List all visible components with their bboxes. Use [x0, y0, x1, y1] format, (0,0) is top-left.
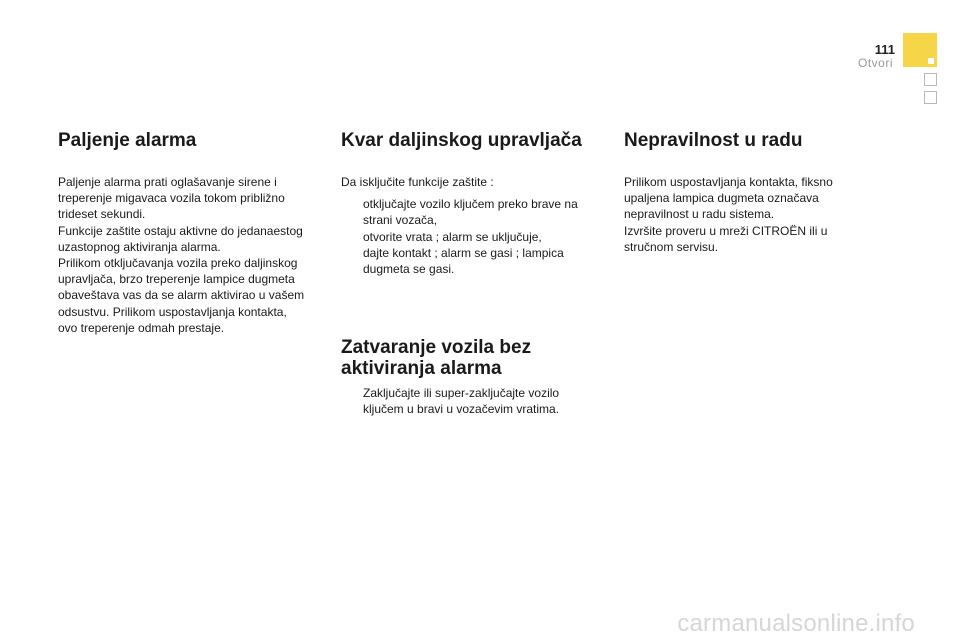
column-left — [58, 130, 318, 336]
chapter-tab-active[interactable] — [903, 33, 937, 67]
column-right — [624, 130, 884, 255]
paragraph-alarm-activation: Paljenje alarma prati oglašavanje sirene i treperenje migavaca vozila tokom približno trideset sekundi. Funkcije zaštite ostaju aktivne do jedanaestog uzastopnog aktiviranja alarma. Prilikom otključavanja vozila preko daljinskog upravljača, brzo treperenje lampice dugmeta obaveštava vas da se alarm aktivirao u vašem odsustvu. Prilikom uspostavljanja kontakta, ovo treperenje odmah prestaje. — [58, 175, 305, 335]
watermark: carmanualsonline.info — [677, 610, 915, 637]
heading-alarm-activation: Paljenje alarma — [58, 130, 197, 151]
list-item: Zaključajte ili super-zaključajte vozilo ključem u bravi u vozačevim vratima. — [363, 386, 560, 417]
tab-marker-icon — [928, 58, 934, 64]
heading-remote-failure: Kvar daljinskog upravljača — [341, 130, 582, 151]
list-item: dajte kontakt ; alarm se gasi ; lampica dugmeta se gasi. — [363, 245, 564, 277]
chapter-tab[interactable] — [924, 91, 937, 104]
list-item: otključajte vozilo ključem preko brave na strani vozača, — [363, 197, 578, 228]
list-item: otvorite vrata ; alarm se uključuje, — [363, 229, 542, 244]
list-lock-without-alarm — [341, 385, 601, 417]
section-name: Otvori — [857, 56, 893, 70]
heading-malfunction: Nepravilnost u radu — [624, 130, 803, 151]
column-middle — [341, 130, 601, 418]
page-number: 111 — [874, 42, 895, 57]
list-remote-failure — [341, 196, 601, 277]
intro-remote-failure: Da isključite funkcije zaštite : — [341, 175, 494, 189]
chapter-tab[interactable] — [924, 73, 937, 86]
paragraph-malfunction: Prilikom uspostavljanja kontakta, fiksno upaljena lampica dugmeta označava nepravilnost u radu sistema. Izvršite proveru u mreži CITROËN ili u stručnom servisu. — [624, 175, 833, 254]
heading-lock-without-alarm: Zatvaranje vozila bez aktiviranja alarma — [341, 337, 532, 380]
